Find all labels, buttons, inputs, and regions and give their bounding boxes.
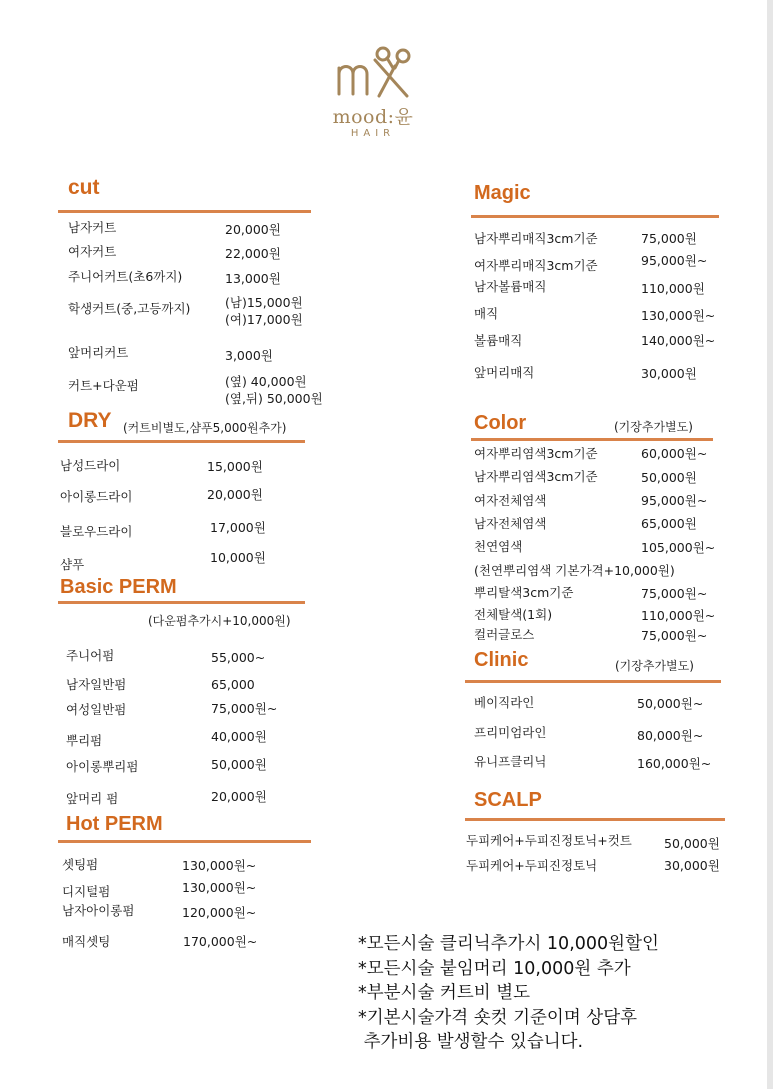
section-rule <box>465 680 721 683</box>
salon-logo <box>318 44 428 154</box>
list-item-name: 컬러글로스 <box>474 627 535 642</box>
footer-note: *모든시술 붙임머리 10,000원 추가 <box>358 958 631 979</box>
list-item-price: 50,000원 <box>664 836 720 851</box>
list-item-name: 남성드라이 <box>60 458 121 473</box>
list-item-name: 블로우드라이 <box>60 524 133 539</box>
section-rule <box>465 818 725 821</box>
list-item-name: 천연염색 <box>474 539 523 554</box>
list-item-price: (옆) 40,000원 <box>225 374 307 389</box>
list-item-price: 105,000원~ <box>641 540 716 555</box>
list-item-price: 30,000원 <box>641 366 697 381</box>
color-sub-note: (천연뿌리염색 기본가격+10,000원) <box>474 563 675 578</box>
list-item-price: 17,000원 <box>210 520 266 535</box>
list-item-name: 주니어커트(초6까지) <box>68 269 183 284</box>
section-note-clinic: (기장추가별도) <box>615 659 694 673</box>
list-item-price: 130,000원~ <box>641 308 716 323</box>
footer-note: *모든시술 클리닉추가시 10,000원할인 <box>358 934 659 954</box>
list-item-name: 여성일반펌 <box>66 702 127 717</box>
list-item-price: 110,000원 <box>641 281 705 296</box>
list-item-price: 50,000원~ <box>637 696 704 711</box>
section-title-cut: cut <box>68 176 100 199</box>
list-item-name: 앞머리 펌 <box>66 791 119 806</box>
list-item-price: 40,000원 <box>211 729 267 744</box>
list-item-name: 남자커트 <box>68 220 117 235</box>
list-item-name: 남자뿌리염색3cm기준 <box>474 469 598 484</box>
section-title-basic-perm: Basic PERM <box>60 576 177 598</box>
section-note-basic-perm: (다운펌추가시+10,000원) <box>148 614 291 628</box>
section-title-scalp: SCALP <box>474 789 542 811</box>
logo-name: mood:윤 <box>332 106 414 128</box>
list-item-price: 50,000원 <box>641 470 697 485</box>
list-item-name: 아이롱뿌리펌 <box>66 759 139 774</box>
list-item-name: 커트+다운펌 <box>68 378 139 393</box>
footer-note: *부분시술 커트비 별도 <box>358 983 531 1003</box>
section-title-color: Color <box>474 412 527 434</box>
footer-note: 추가비용 발생할수 있습니다. <box>358 1032 584 1052</box>
list-item-name: 유니프클리닉 <box>474 754 547 769</box>
list-item-name: 남자볼륨매직 <box>474 279 547 294</box>
section-title-clinic: Clinic <box>474 649 529 671</box>
list-item-name: 뿌리탈색3cm기준 <box>474 585 574 600</box>
list-item-name: 매직 <box>474 306 499 321</box>
list-item-price: 20,000원 <box>207 487 263 502</box>
list-item-name: 여자전체염색 <box>474 493 547 508</box>
section-rule <box>58 440 305 443</box>
list-item-name: 샴푸 <box>60 557 85 572</box>
list-item-price: 130,000원~ <box>182 858 257 873</box>
list-item-name: 프리미엄라인 <box>474 725 547 740</box>
section-rule <box>58 210 311 213</box>
list-item-price: 20,000원 <box>225 222 281 237</box>
list-item-price: 3,000원 <box>225 348 273 363</box>
list-item-price: 95,000원~ <box>641 493 708 508</box>
list-item-price: 30,000원 <box>664 858 720 873</box>
section-note-color: (기장추가별도) <box>614 420 693 434</box>
list-item-price: 80,000원~ <box>637 728 704 743</box>
section-title-magic: Magic <box>474 182 531 204</box>
list-item-price: 75,000원~ <box>641 628 708 643</box>
list-item-name: 남자전체염색 <box>474 516 547 531</box>
list-item-price: (남)15,000원 <box>225 295 303 310</box>
list-item-name: 주니어펌 <box>66 648 115 663</box>
list-item-price: 55,000~ <box>211 650 266 665</box>
list-item-name: 두피케어+두피진정토닉+컷트 <box>466 833 632 848</box>
list-item-name: 여자뿌리염색3cm기준 <box>474 446 598 461</box>
list-item-price-2: (옆,뒤) 50,000원 <box>225 391 323 406</box>
list-item-name: 앞머리커트 <box>68 345 129 360</box>
logo-subtitle: HAIR <box>350 128 396 139</box>
list-item-price: 22,000원 <box>225 246 281 261</box>
list-item-price: 15,000원 <box>207 459 263 474</box>
list-item-price: 95,000원~ <box>641 253 708 268</box>
list-item-name: 볼륨매직 <box>474 333 523 348</box>
list-item-price: 20,000원 <box>211 789 267 804</box>
list-item-name: 학생커트(중,고등까지) <box>68 301 191 316</box>
list-item-price: 65,000 <box>211 677 255 692</box>
section-rule <box>471 438 713 441</box>
list-item-price: 75,000원 <box>641 231 697 246</box>
footer-note: *기본시술가격 숏컷 기준이며 상담후 <box>358 1007 638 1028</box>
scissors-logo-icon <box>331 44 415 100</box>
footer-notes <box>358 932 659 1055</box>
list-item-name: 남자뿌리매직3cm기준 <box>474 231 598 246</box>
section-title-dry: DRY <box>68 409 112 432</box>
list-item-name: 디지털펌 <box>62 884 111 899</box>
list-item-name: 매직셋팅 <box>62 934 111 949</box>
list-item-price: 75,000원~ <box>211 701 278 716</box>
section-rule <box>58 601 305 604</box>
section-rule <box>471 215 719 218</box>
list-item-name: 앞머리매직 <box>474 365 535 380</box>
list-item-name: 두피케어+두피진정토닉 <box>466 858 598 873</box>
list-item-name: 베이직라인 <box>474 695 535 710</box>
list-item-price: 60,000원~ <box>641 446 708 461</box>
list-item-name: 전체탈색(1회) <box>474 607 553 622</box>
list-item-name: 뿌리펌 <box>66 733 103 748</box>
list-item-price: 75,000원~ <box>641 586 708 601</box>
section-title-hot-perm: Hot PERM <box>66 813 163 835</box>
section-rule <box>58 840 311 843</box>
list-item-price: 10,000원 <box>210 550 266 565</box>
list-item-price: 140,000원~ <box>641 333 716 348</box>
list-item-price-2: (여)17,000원 <box>225 312 303 327</box>
list-item-name: 여자뿌리매직3cm기준 <box>474 258 598 273</box>
list-item-price: 65,000원 <box>641 516 697 531</box>
list-item-name: 여자커트 <box>68 244 117 259</box>
list-item-name: 남자일반펌 <box>66 677 127 692</box>
list-item-price: 50,000원 <box>211 757 267 772</box>
list-item-name: 아이롱드라이 <box>60 489 133 504</box>
list-item-name: 남자아이롱펌 <box>62 903 135 918</box>
list-item-price: 130,000원~ <box>182 880 257 895</box>
list-item-price: 110,000원~ <box>641 608 716 623</box>
list-item-name: 셋팅펌 <box>62 857 99 872</box>
list-item-price: 13,000원 <box>225 271 281 286</box>
list-item-price: 160,000원~ <box>637 756 712 771</box>
section-note-dry: (커트비별도,샴푸5,000원추가) <box>123 421 287 435</box>
list-item-price: 120,000원~ <box>182 905 257 920</box>
list-item-price: 170,000원~ <box>183 934 258 949</box>
